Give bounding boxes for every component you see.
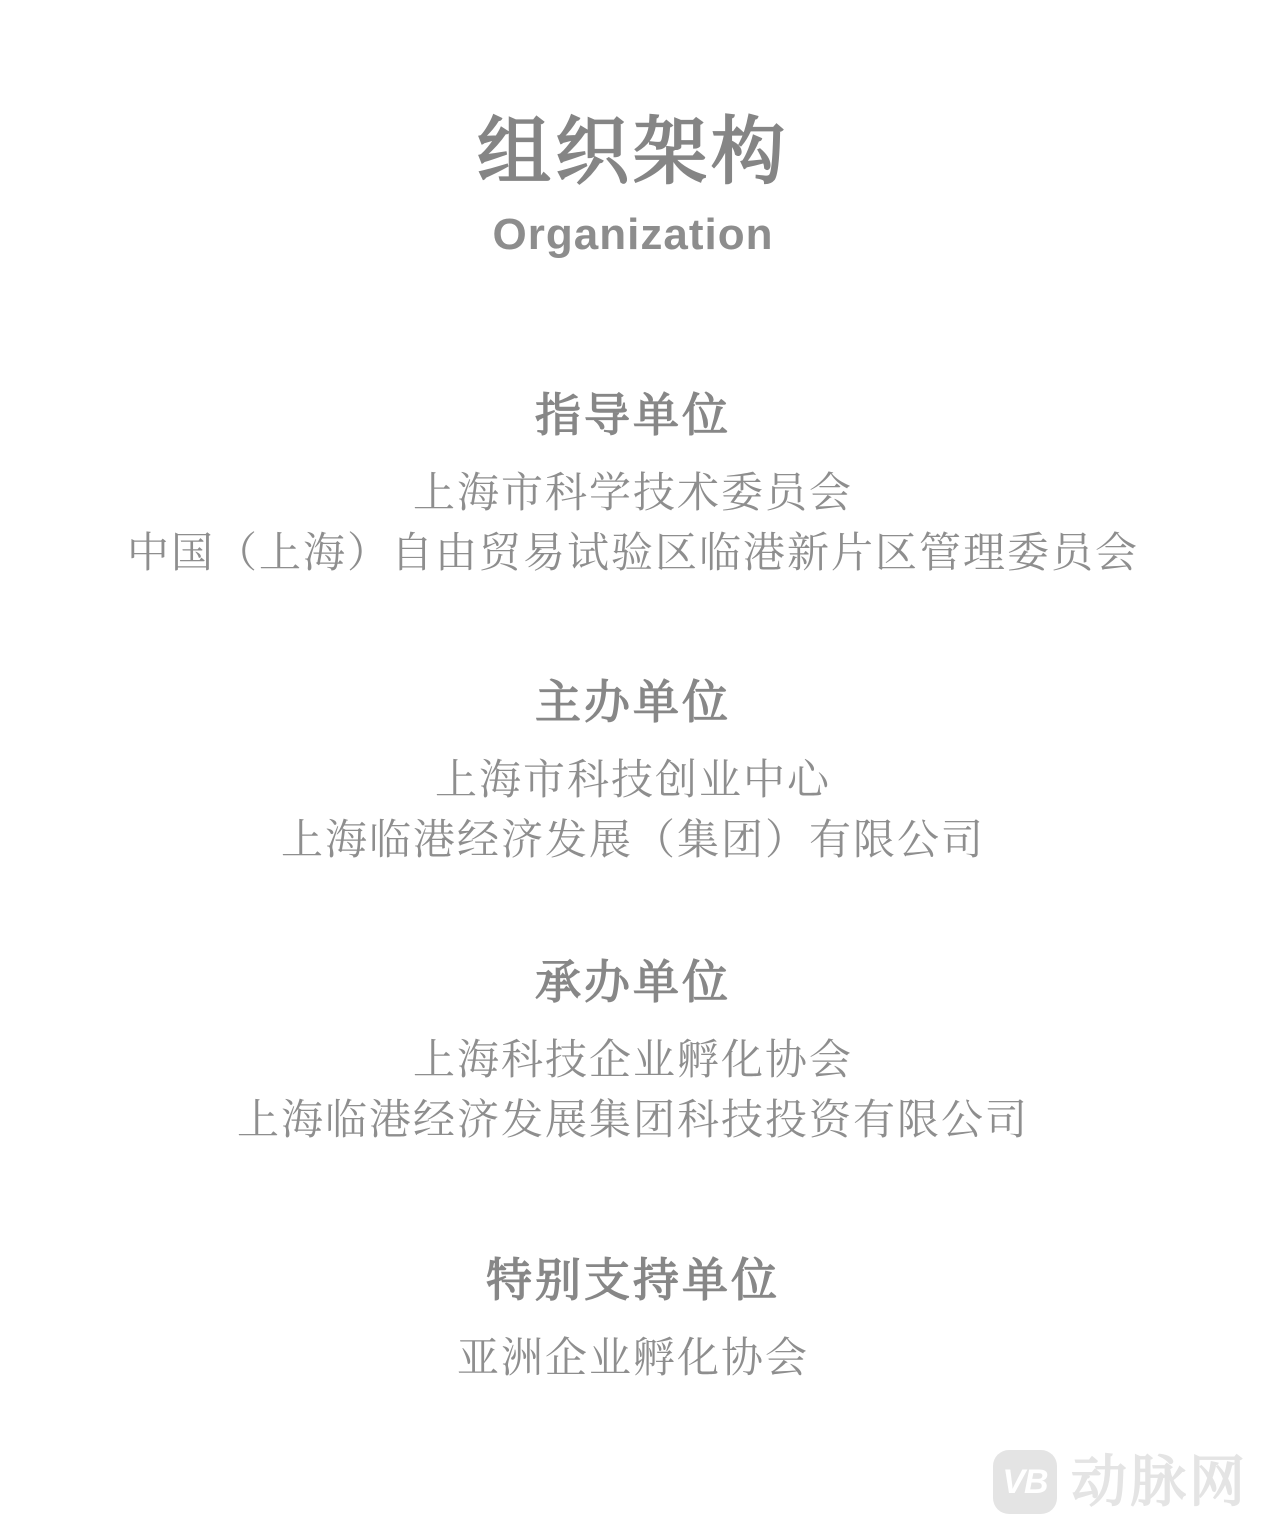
section-organizer-units [0, 955, 1266, 1150]
page-title: 组织架构 [477, 110, 789, 193]
vcbeat-logo-icon [993, 1450, 1057, 1514]
section-title: 承办单位 [535, 955, 731, 1008]
org-line: 上海科技企业孵化协会 [412, 1036, 853, 1084]
org-line: 中国（上海）自由贸易试验区临港新片区管理委员会 [126, 528, 1139, 576]
section-title: 主办单位 [535, 675, 731, 728]
org-line: 亚洲企业孵化协会 [456, 1334, 809, 1382]
watermark-brand-text: 动脉网 [1071, 1450, 1248, 1513]
org-line: 上海市科技创业中心 [434, 755, 831, 803]
section-title: 特别支持单位 [486, 1254, 780, 1307]
org-line: 上海临港经济发展（集团）有限公司 [280, 815, 985, 863]
watermark [993, 1450, 1248, 1514]
section-guiding-units [0, 388, 1266, 583]
org-line: 上海市科学技术委员会 [412, 468, 853, 516]
org-line: 上海临港经济发展集团科技投资有限公司 [236, 1096, 1029, 1144]
section-special-support-units [0, 1253, 1266, 1388]
page-subtitle: Organization [492, 209, 774, 259]
section-title: 指导单位 [535, 388, 731, 441]
vcbeat-logo-text: VB [1002, 1462, 1048, 1501]
section-host-units [0, 675, 1266, 870]
